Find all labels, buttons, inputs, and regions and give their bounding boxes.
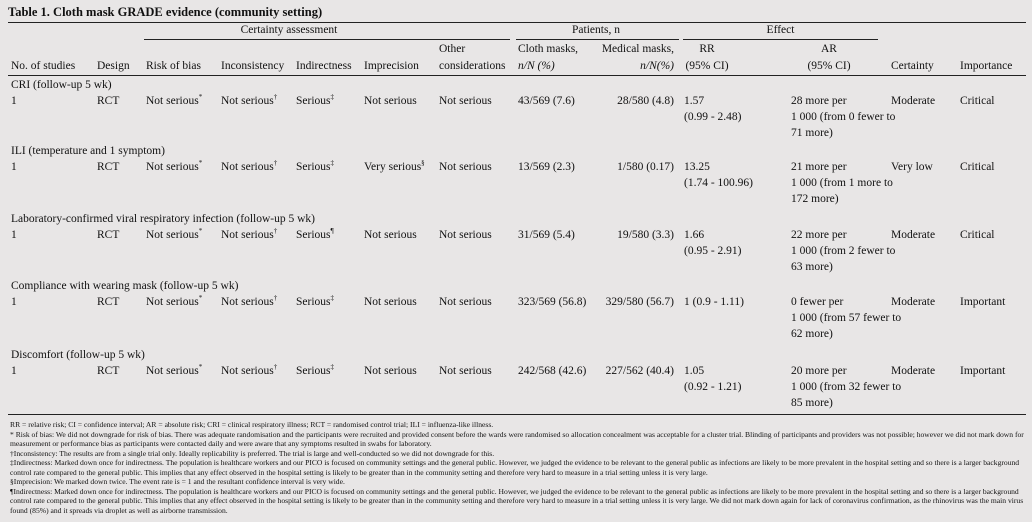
section-heading: Compliance with wearing mask (follow-up 5 wk): [11, 280, 239, 292]
cell-medical-masks: 19/580 (3.3): [617, 229, 674, 241]
group-header-patients: [516, 22, 676, 38]
col-header-bias: Risk of bias: [146, 60, 201, 72]
cell-studies: 1: [11, 229, 17, 241]
cell-certainty: Moderate: [891, 296, 936, 308]
cell-rr-line: (0.92 - 1.21): [684, 381, 742, 393]
bottom-rule: [8, 414, 1026, 415]
cell-rr-line: 13.25: [684, 161, 710, 173]
inconsistency-value: Not serious: [221, 296, 274, 308]
indirectness-value: Serious: [296, 365, 331, 377]
bias-value: Not serious: [146, 161, 199, 173]
cell-other: Not serious: [439, 161, 492, 173]
cell-ar-line: 1 000 (from 32 fewer to: [791, 381, 902, 393]
cell-certainty: Very low: [891, 161, 933, 173]
bias-value: Not serious: [146, 365, 199, 377]
cell-ar-line: 1 000 (from 2 fewer to: [791, 245, 896, 257]
footnote-mark: *: [198, 227, 203, 236]
cell-medical-masks: 227/562 (40.4): [605, 365, 674, 377]
patients-underline: [516, 39, 679, 40]
imprecision-value: Not serious: [364, 296, 417, 308]
inconsistency-value: Not serious: [221, 161, 274, 173]
footnote-mark: §: [421, 159, 425, 168]
cell-studies: 1: [11, 365, 17, 377]
cell-other: Not serious: [439, 95, 492, 107]
inconsistency-value: Not serious: [221, 95, 274, 107]
cell-design: RCT: [97, 161, 120, 173]
col-header-indirectness: Indirectness: [296, 60, 352, 72]
col-header-importance: Importance: [960, 60, 1013, 72]
cell-medical-masks: 329/580 (56.7): [605, 296, 674, 308]
cell-cloth-masks: 43/569 (7.6): [518, 95, 575, 107]
cell-imprecision: [364, 159, 425, 175]
cell-ar-line: 22 more per: [791, 229, 847, 241]
cell-bias: [146, 363, 202, 379]
footnote-mark: †: [273, 159, 278, 168]
cell-indirectness: [296, 363, 334, 379]
inconsistency-value: Not serious: [221, 365, 274, 377]
table-title: Table 1. Cloth mask GRADE evidence (community setting): [8, 5, 323, 19]
cell-ar-line: 20 more per: [791, 365, 847, 377]
cell-ar-line: 62 more): [791, 328, 833, 340]
footnote: * Risk of bias: We did not downgrade for risk of bias. There was adequate randomisation and the participants were recruited and provided consent before the wards were randomised so allocation concealment was acceptable for a cluster trial. Blinding of participants and providers was not possible; however we did not mark down for measurement or performance bias as participants were contacted daily and were aware that any symptoms resulted in swabs for laboratory.: [10, 429, 1024, 448]
group-header-certainty: Certainty assessment: [240, 24, 338, 36]
footnote-mark: *: [198, 363, 203, 372]
cell-medical-masks: 1/580 (0.17): [617, 161, 674, 173]
cell-ar-line: 71 more): [791, 127, 833, 139]
cell-ar-line: 0 fewer per: [791, 296, 844, 308]
footnote-mark: ¶: [330, 227, 334, 236]
cell-certainty: Moderate: [891, 365, 936, 377]
col-header-cloth-2: n/N (%): [518, 60, 555, 72]
cell-inconsistency: [221, 294, 277, 310]
footnote-mark: †: [273, 93, 278, 102]
col-header-cloth-1: Cloth masks,: [518, 43, 579, 55]
group-header-effect: Effect: [766, 24, 795, 36]
certainty-underline: [144, 39, 510, 40]
cell-studies: 1: [11, 296, 17, 308]
cell-inconsistency: [221, 159, 277, 175]
cell-ar-line: 28 more per: [791, 95, 847, 107]
col-header-rr-1: RR: [699, 43, 715, 55]
cell-importance: Important: [960, 365, 1006, 377]
section-heading: CRI (follow-up 5 wk): [11, 79, 112, 91]
footnote: ‡Indirectness: Marked down once for indirectness. The population is healthcare workers and our PICO is focused on community settings and the general public. However, we judged the evidence to be relevant to the general public as infections are likely to be more prevalent in the hospital setting and so there is a larger background control rate compared to the general public. This implies that any effect observed in the hospital setting is likely to be greater than in the community setting and therefore very hard to measure in a trial setting unless it is very large.: [10, 458, 1020, 477]
col-header-imprecision: Imprecision: [364, 60, 419, 72]
cell-ar-line: 1 000 (from 57 fewer to: [791, 312, 902, 324]
cell-rr-line: 1 (0.9 - 1.11): [684, 296, 744, 308]
cell-rr-line: (0.99 - 2.48): [684, 111, 742, 123]
col-header-ar-2: (95% CI): [807, 60, 851, 72]
cell-certainty: Moderate: [891, 229, 936, 241]
cell-rr-line: 1.66: [684, 229, 705, 241]
cell-indirectness: [296, 227, 334, 243]
cell-other: Not serious: [439, 365, 492, 377]
imprecision-value: Not serious: [364, 95, 417, 107]
footnote-mark: ‡: [330, 294, 334, 303]
footnote-mark: ‡: [330, 363, 334, 372]
cell-rr-line: 1.57: [684, 95, 705, 107]
cell-indirectness: [296, 93, 334, 109]
cell-imprecision: [364, 363, 417, 379]
footnote: †Inconsistency: The results are from a single trial only. Ideally replicability is preferred. The trial is large and well-conducted so we did not downgrade for this.: [10, 448, 495, 458]
cell-rr-line: (1.74 - 100.96): [684, 177, 753, 189]
cell-cloth-masks: 13/569 (2.3): [518, 161, 575, 173]
cell-ar-line: 85 more): [791, 397, 833, 409]
cell-importance: Critical: [960, 229, 995, 241]
cell-cloth-masks: 242/568 (42.6): [518, 365, 587, 377]
imprecision-value: Not serious: [364, 365, 417, 377]
cell-imprecision: [364, 227, 417, 243]
cell-other: Not serious: [439, 229, 492, 241]
section-heading: Laboratory-confirmed viral respiratory infection (follow-up 5 wk): [11, 213, 316, 225]
cell-bias: [146, 159, 202, 175]
footnote-mark: †: [273, 227, 278, 236]
cell-bias: [146, 93, 202, 109]
cell-rr-line: (0.95 - 2.91): [684, 245, 742, 257]
col-header-other-1: Other: [439, 43, 466, 55]
section-heading: ILI (temperature and 1 symptom): [11, 145, 165, 157]
indirectness-value: Serious: [296, 229, 331, 241]
cell-inconsistency: [221, 363, 277, 379]
footnote-mark: ‡: [330, 159, 334, 168]
cell-imprecision: [364, 93, 417, 109]
footnote-mark: †: [273, 363, 278, 372]
footnotes: [10, 420, 1026, 515]
cell-rr-line: 1.05: [684, 365, 705, 377]
cell-imprecision: [364, 294, 417, 310]
indirectness-value: Serious: [296, 95, 331, 107]
col-header-medical-2: n/N(%): [640, 60, 674, 72]
cell-inconsistency: [221, 93, 277, 109]
footnote-mark: *: [198, 159, 203, 168]
cell-inconsistency: [221, 227, 277, 243]
col-header-certainty: Certainty: [891, 60, 934, 72]
imprecision-value: Very serious: [364, 161, 422, 173]
imprecision-value: Not serious: [364, 229, 417, 241]
cell-importance: Important: [960, 296, 1006, 308]
footnote-mark: *: [198, 294, 203, 303]
footnote-mark: †: [273, 294, 278, 303]
bias-value: Not serious: [146, 95, 199, 107]
col-header-inconsistency: Inconsistency: [221, 60, 285, 72]
cell-cloth-masks: 323/569 (56.8): [518, 296, 587, 308]
bias-value: Not serious: [146, 296, 199, 308]
col-header-ar-1: AR: [821, 43, 837, 55]
cell-ar-line: 172 more): [791, 193, 839, 205]
cell-ar-line: 63 more): [791, 261, 833, 273]
cell-ar-line: 1 000 (from 1 more to: [791, 177, 893, 189]
col-header-studies: No. of studies: [11, 60, 76, 72]
cell-bias: [146, 227, 202, 243]
col-header-other-2: considerations: [439, 60, 506, 72]
col-header-rr-2: (95% CI): [685, 60, 729, 72]
indirectness-value: Serious: [296, 296, 331, 308]
cell-cloth-masks: 31/569 (5.4): [518, 229, 575, 241]
footnote: §Imprecision: We marked down twice. The event rate is = 1 and the resultant confidence interval is very wide.: [10, 477, 345, 486]
cell-design: RCT: [97, 229, 120, 241]
patients-label: Patients, n: [572, 24, 620, 36]
footnote: RR = relative risk; CI = confidence interval; AR = absolute risk; CRI = clinical respiratory illness; RCT = randomised control trial; ILI = influenza-like illness.: [10, 420, 494, 429]
cell-ar-line: 21 more per: [791, 161, 847, 173]
footnote-mark: ‡: [330, 93, 334, 102]
indirectness-value: Serious: [296, 161, 331, 173]
header-rule: [8, 75, 1026, 76]
col-header-medical-1: Medical masks,: [601, 43, 674, 55]
footnote-mark: *: [198, 93, 203, 102]
cell-studies: 1: [11, 161, 17, 173]
cell-other: Not serious: [439, 296, 492, 308]
cell-bias: [146, 294, 202, 310]
cell-ar-line: 1 000 (from 0 fewer to: [791, 111, 896, 123]
section-heading: Discomfort (follow-up 5 wk): [11, 349, 145, 361]
cell-medical-masks: 28/580 (4.8): [617, 95, 674, 107]
col-header-design: Design: [97, 60, 130, 72]
cell-design: RCT: [97, 95, 120, 107]
cell-certainty: Moderate: [891, 95, 936, 107]
effect-underline: [683, 39, 878, 40]
cell-importance: Critical: [960, 161, 995, 173]
cell-design: RCT: [97, 365, 120, 377]
cell-importance: Critical: [960, 95, 995, 107]
inconsistency-value: Not serious: [221, 229, 274, 241]
bias-value: Not serious: [146, 229, 199, 241]
cell-studies: 1: [11, 95, 17, 107]
footnote: ¶Indirectness: Marked down once for indirectness. The population is healthcare workers and our PICO is focused on community settings and the general public. However, we judged the evidence to be relevant to the general public as infections are likely to be more prevalent in the hospital setting and so there is a larger background control rate compared to the general public. This implies that any effect observed in the hospital setting is likely to be greater than in the community setting and therefore very hard to measure in a trial setting unless it is very large. We did not mark down again for lack of coronavirus confirmation, as the rhinovirus was the main virus found (85%) and it spreads via droplet as well as airborne transmission.: [10, 486, 1024, 515]
cell-indirectness: [296, 294, 334, 310]
cell-design: RCT: [97, 296, 120, 308]
cell-indirectness: [296, 159, 334, 175]
